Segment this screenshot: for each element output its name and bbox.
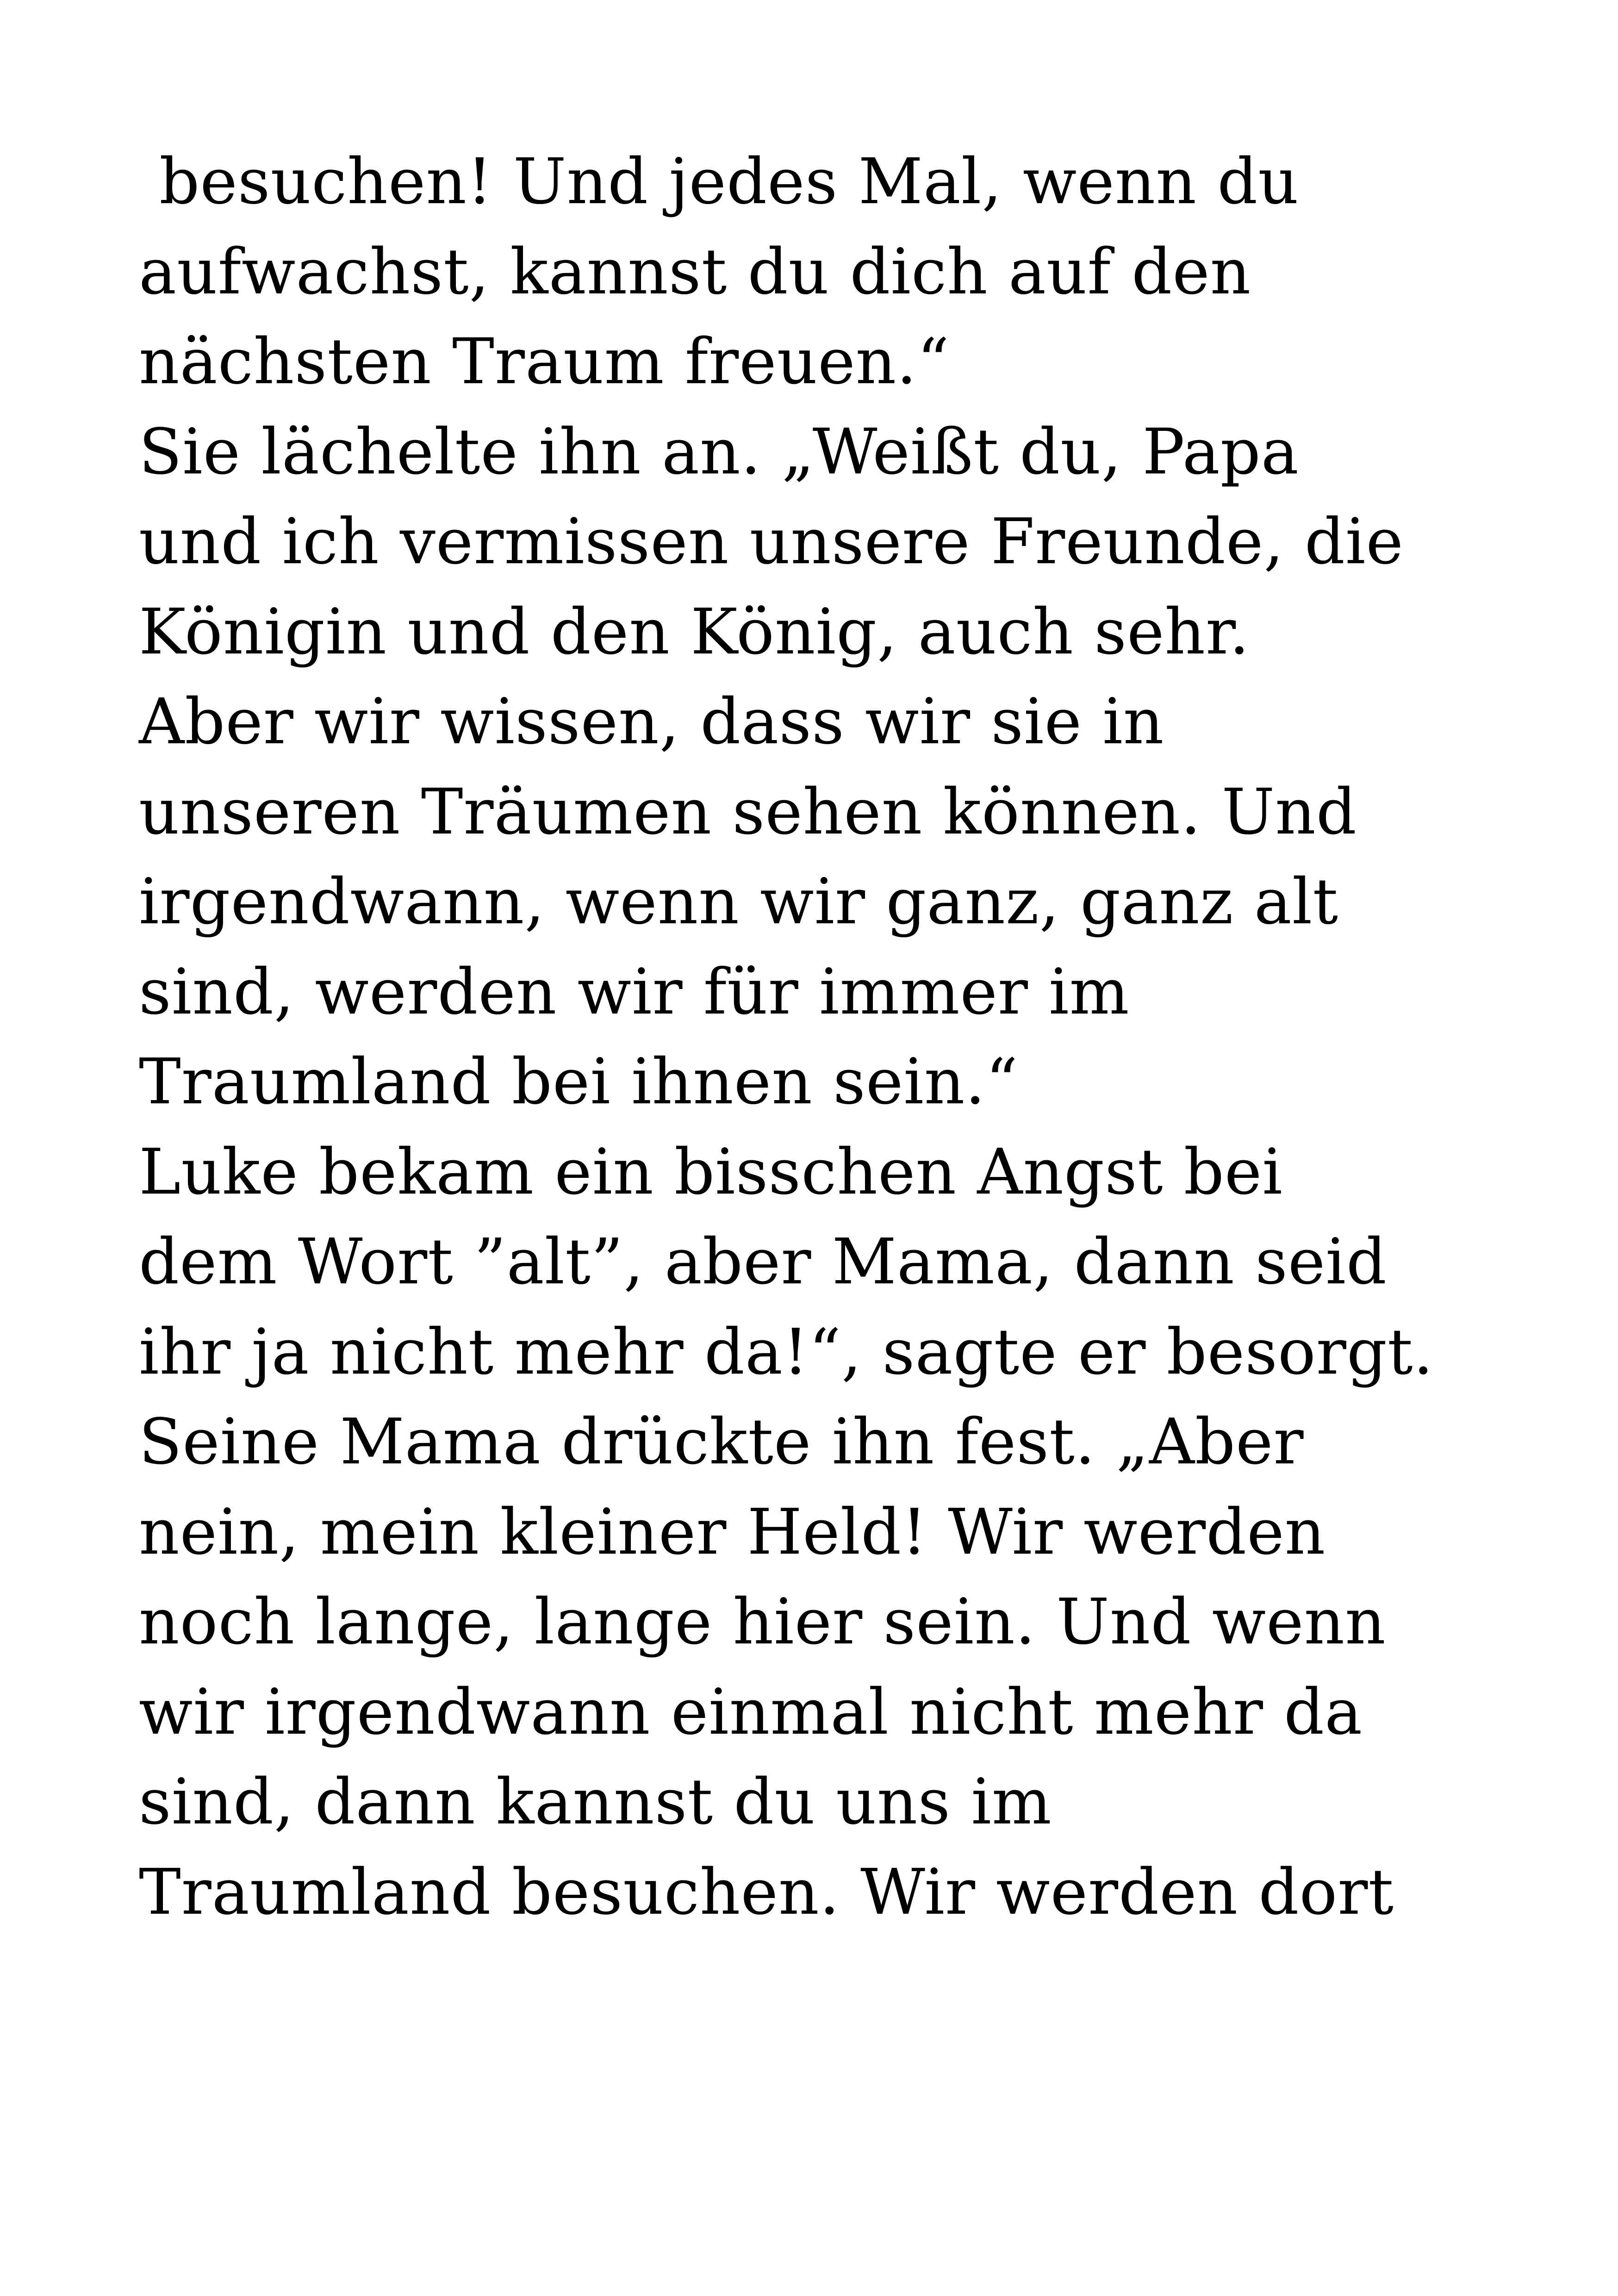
text-line: aufwachst, kannst du dich auf den	[139, 235, 1251, 309]
text-line: irgendwann, wenn wir ganz, ganz alt	[139, 865, 1338, 939]
text-line: nein, mein kleiner Held! Wir werden	[139, 1495, 1326, 1569]
text-line: dem Wort ”alt”, aber Mama, dann seid	[139, 1226, 1387, 1299]
text-line: Königin und den König, auch sehr.	[139, 595, 1250, 669]
text-line: und ich vermissen unsere Freunde, die	[139, 505, 1404, 579]
text-line: Luke bekam ein bisschen Angst bei	[139, 1135, 1283, 1209]
text-line: Sie lächelte ihn an. „Weißt du, Papa	[139, 415, 1299, 489]
text-line: sind, dann kannst du uns im	[139, 1766, 1052, 1839]
text-line: besuchen! Und jedes Mal, wenn du	[139, 145, 1299, 218]
text-line: Aber wir wissen, dass wir sie in	[139, 685, 1164, 759]
text-line: nächsten Traum freuen.“	[139, 325, 950, 398]
text-line: noch lange, lange hier sein. Und wenn	[139, 1586, 1386, 1659]
text-line: Traumland besuchen. Wir werden dort	[139, 1855, 1394, 1929]
text-line: Seine Mama drückte ihn fest. „Aber	[139, 1406, 1304, 1479]
text-line: sind, werden wir für immer im	[139, 955, 1130, 1029]
text-line: unseren Träumen sehen können. Und	[139, 775, 1357, 849]
story-text	[139, 137, 1527, 1937]
text-line: Traumland bei ihnen sein.“	[139, 1045, 1019, 1119]
text-line: wir irgendwann einmal nicht mehr da	[139, 1675, 1363, 1749]
text-line: ihr ja nicht mehr da!“, sagte er besorgt.	[139, 1315, 1434, 1389]
